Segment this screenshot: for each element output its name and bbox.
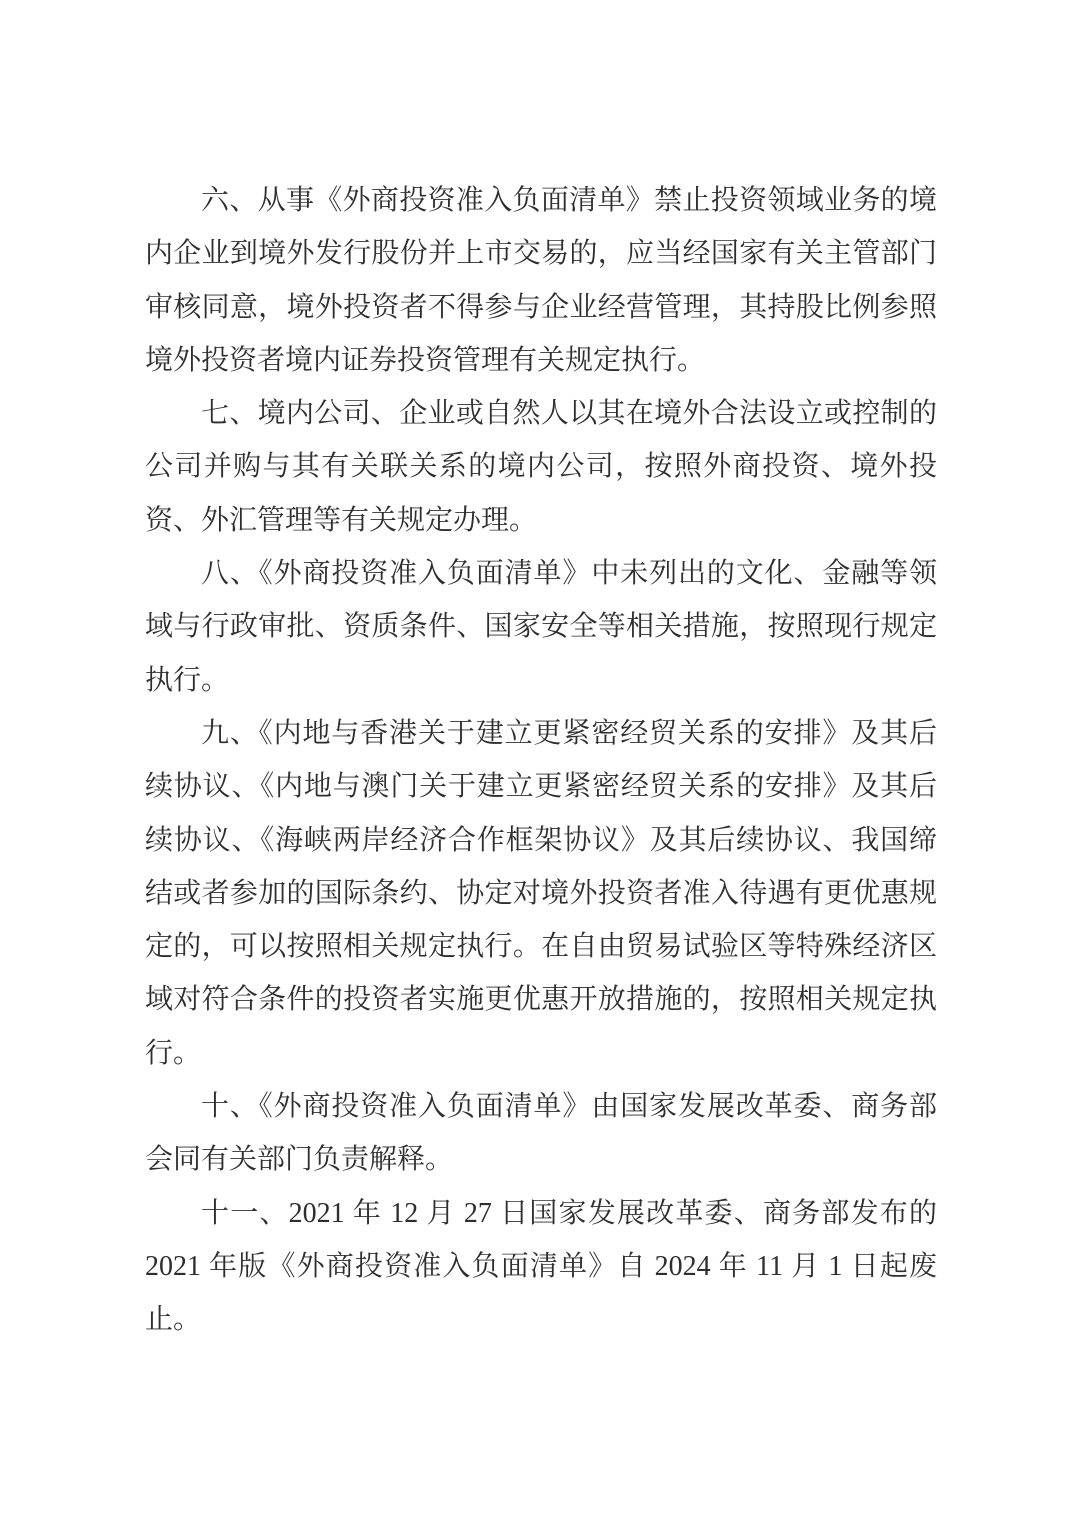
document-text-block bbox=[145, 174, 937, 1347]
text-line: 续协议、《内地与澳门关于建立更紧密经贸关系的安排》及其后 bbox=[145, 771, 937, 803]
paragraph-item-7 bbox=[145, 387, 937, 547]
paragraph-item-9 bbox=[145, 707, 937, 1080]
text-line: 域与行政审批、资质条件、国家安全等相关措施，按照现行规定 bbox=[145, 611, 937, 643]
text-line: 执行。 bbox=[145, 664, 230, 696]
text-line: 行。 bbox=[145, 1037, 202, 1069]
text-line: 七、境内公司、企业或自然人以其在境外合法设立或控制的 bbox=[201, 398, 937, 430]
paragraph-item-10 bbox=[145, 1080, 937, 1187]
text-line: 止。 bbox=[145, 1304, 202, 1336]
text-line: 十一、2021 年 12 月 27 日国家发展改革委、商务部发布的 bbox=[201, 1197, 937, 1229]
text-line: 六、从事《外商投资准入负面清单》禁止投资领域业务的境 bbox=[201, 185, 937, 216]
text-line: 境外投资者境内证券投资管理有关规定执行。 bbox=[145, 344, 706, 376]
text-line: 内企业到境外发行股份并上市交易的，应当经国家有关主管部门 bbox=[145, 238, 937, 270]
text-line: 十、《外商投资准入负面清单》由国家发展改革委、商务部 bbox=[201, 1091, 937, 1123]
text-line: 八、《外商投资准入负面清单》中未列出的文化、金融等领 bbox=[201, 558, 937, 590]
text-line: 九、《内地与香港关于建立更紧密经贸关系的安排》及其后 bbox=[201, 717, 937, 749]
paragraph-item-6 bbox=[145, 174, 937, 387]
paragraph-item-8 bbox=[145, 547, 937, 707]
text-line: 结或者参加的国际条约、协定对境外投资者准入待遇有更优惠规 bbox=[145, 877, 937, 909]
text-line: 续协议、《海峡两岸经济合作框架协议》及其后续协议、我国缔 bbox=[145, 824, 937, 856]
text-line: 定的，可以按照相关规定执行。在自由贸易试验区等特殊经济区 bbox=[145, 931, 937, 963]
paragraph-item-11 bbox=[145, 1187, 937, 1347]
text-line: 资、外汇管理等有关规定办理。 bbox=[145, 504, 538, 536]
text-line: 2021 年版《外商投资准入负面清单》自 2024 年 11 月 1 日起废 bbox=[145, 1250, 937, 1282]
text-line: 审核同意，境外投资者不得参与企业经营管理，其持股比例参照 bbox=[145, 291, 937, 323]
text-line: 公司并购与其有关联关系的境内公司，按照外商投资、境外投 bbox=[145, 451, 937, 483]
text-line: 域对符合条件的投资者实施更优惠开放措施的，按照相关规定执 bbox=[145, 984, 937, 1016]
text-line: 会同有关部门负责解释。 bbox=[145, 1144, 454, 1176]
